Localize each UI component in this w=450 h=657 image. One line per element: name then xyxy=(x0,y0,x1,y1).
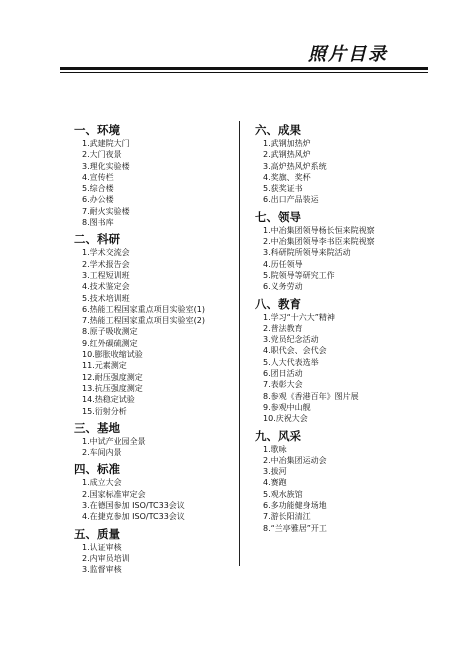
section-title: 九、风采 xyxy=(255,428,301,443)
toc-entry: 5.院领导等研究工作 xyxy=(263,270,335,280)
toc-entry: 6.义务劳动 xyxy=(263,282,303,292)
section-title: 一、环境 xyxy=(74,123,120,137)
toc-entry: 6.团日活动 xyxy=(263,369,303,379)
toc-entry: 3.监督审核 xyxy=(82,565,122,575)
toc-section xyxy=(74,461,244,522)
toc-section xyxy=(74,420,244,459)
toc-entry: 2.国家标准审定会 xyxy=(82,489,146,499)
right-column xyxy=(255,122,425,537)
toc-section xyxy=(255,296,425,425)
toc-entry: 2.中冶集团领导李书臣来院视察 xyxy=(263,237,375,247)
toc-entry: 7.游长阳清江 xyxy=(263,512,311,522)
toc-entry: 1.成立大会 xyxy=(82,478,122,488)
title-rule-thin xyxy=(60,72,428,73)
toc-entry: 8.“兰亭雅居”开工 xyxy=(263,523,327,533)
toc-entry: 5.观水族馆 xyxy=(263,489,303,499)
section-title: 二、科研 xyxy=(74,232,120,247)
toc-entry: 1.中冶集团领导杨长恒来院视察 xyxy=(263,225,375,235)
toc-entry: 4.宣传栏 xyxy=(82,172,114,182)
toc-entry: 3.科研院所领导来院活动 xyxy=(263,248,351,258)
toc-entry: 6.多功能健身场地 xyxy=(263,501,327,511)
toc-entry: 4.技术鉴定会 xyxy=(82,282,130,292)
toc-entry: 4.奖旗、奖杯 xyxy=(263,172,311,182)
toc-entry: 3.党员纪念活动 xyxy=(263,335,319,345)
toc-entry: 2.武钢热风炉 xyxy=(263,150,311,160)
section-title: 三、基地 xyxy=(74,420,120,435)
toc-entry: 7.热能工程国家重点项目实验室(2) xyxy=(82,316,205,326)
toc-entry: 6.热能工程国家重点项目实验室(1) xyxy=(82,304,205,314)
toc-section xyxy=(74,122,244,228)
section-title: 四、标准 xyxy=(74,462,120,477)
toc-entry: 4.在捷克参加 ISO/TC33会议 xyxy=(82,512,185,522)
toc-entry: 3.理化实验楼 xyxy=(82,161,130,171)
toc-entry: 13.抗压强度测定 xyxy=(82,383,143,393)
toc-entry: 4.职代会、会代会 xyxy=(263,346,327,356)
section-title: 五、质量 xyxy=(74,526,120,541)
toc-entry: 5.技术培训班 xyxy=(82,293,130,303)
toc-entry: 4.赛跑 xyxy=(263,478,287,488)
toc-entry: 3.工程短训班 xyxy=(82,270,130,280)
toc-entry: 9.红外碳硫测定 xyxy=(82,338,138,348)
section-title: 八、教育 xyxy=(255,296,301,311)
toc-entry: 5.综合楼 xyxy=(82,184,114,194)
toc-entry: 1.学习“十六大”精神 xyxy=(263,312,335,322)
toc-entry: 2.内审员培训 xyxy=(82,553,130,563)
toc-entry: 12.耐压强度测定 xyxy=(82,372,143,382)
toc-entry: 2.中冶集团运动会 xyxy=(263,455,327,465)
toc-entry: 10.庆祝大会 xyxy=(263,414,308,424)
toc-entry: 2.学术报告会 xyxy=(82,259,130,269)
toc-entry: 8.参观《香港百年》图片展 xyxy=(263,391,359,401)
toc-entry: 11.元素测定 xyxy=(82,361,127,371)
toc-entry: 2.车间内景 xyxy=(82,448,122,458)
toc-entry: 7.表彰大会 xyxy=(263,380,303,390)
toc-section xyxy=(255,209,425,293)
toc-entry: 9.参观中山舰 xyxy=(263,402,311,412)
toc-entry: 15.衍射分析 xyxy=(82,406,127,416)
toc-entry: 3.高炉热风炉系统 xyxy=(263,161,327,171)
toc-entry: 4.历任领导 xyxy=(263,259,303,269)
toc-entry: 6.出口产品装运 xyxy=(263,195,319,205)
toc-entry: 3.在德国参加 ISO/TC33会议 xyxy=(82,501,185,511)
toc-entry: 7.耐火实验楼 xyxy=(82,206,130,216)
toc-section xyxy=(255,122,425,206)
toc-entry: 5.人大代表选举 xyxy=(263,357,319,367)
toc-entry: 1.歌咏 xyxy=(263,444,287,454)
toc-entry: 10.膨胀收缩试验 xyxy=(82,350,143,360)
toc-entry: 1.武钢加热炉 xyxy=(263,139,311,148)
section-title: 六、成果 xyxy=(255,123,301,137)
page-title: 照片目录 xyxy=(308,44,388,65)
toc-entry: 1.武建院大门 xyxy=(82,139,130,148)
toc-entry: 2.大门夜景 xyxy=(82,150,122,160)
toc-entry: 8.原子吸收测定 xyxy=(82,327,138,337)
toc-section xyxy=(255,428,425,534)
toc-entry: 1.中试产业园全景 xyxy=(82,436,146,446)
section-title: 七、领导 xyxy=(255,209,301,224)
toc-entry: 14.热稳定试验 xyxy=(82,395,135,405)
toc-section xyxy=(74,526,244,576)
toc-entry: 1.认证审核 xyxy=(82,542,122,552)
toc-entry: 2.普法教育 xyxy=(263,323,303,333)
title-rule-thick xyxy=(60,67,428,70)
left-column xyxy=(74,122,244,579)
toc-entry: 5.获奖证书 xyxy=(263,184,303,194)
toc-entry: 6.办公楼 xyxy=(82,195,114,205)
toc-entry: 3.拔河 xyxy=(263,467,287,477)
toc-section xyxy=(74,231,244,416)
toc-entry: 1.学术交流会 xyxy=(82,248,130,258)
toc-entry: 8.图书库 xyxy=(82,218,114,228)
